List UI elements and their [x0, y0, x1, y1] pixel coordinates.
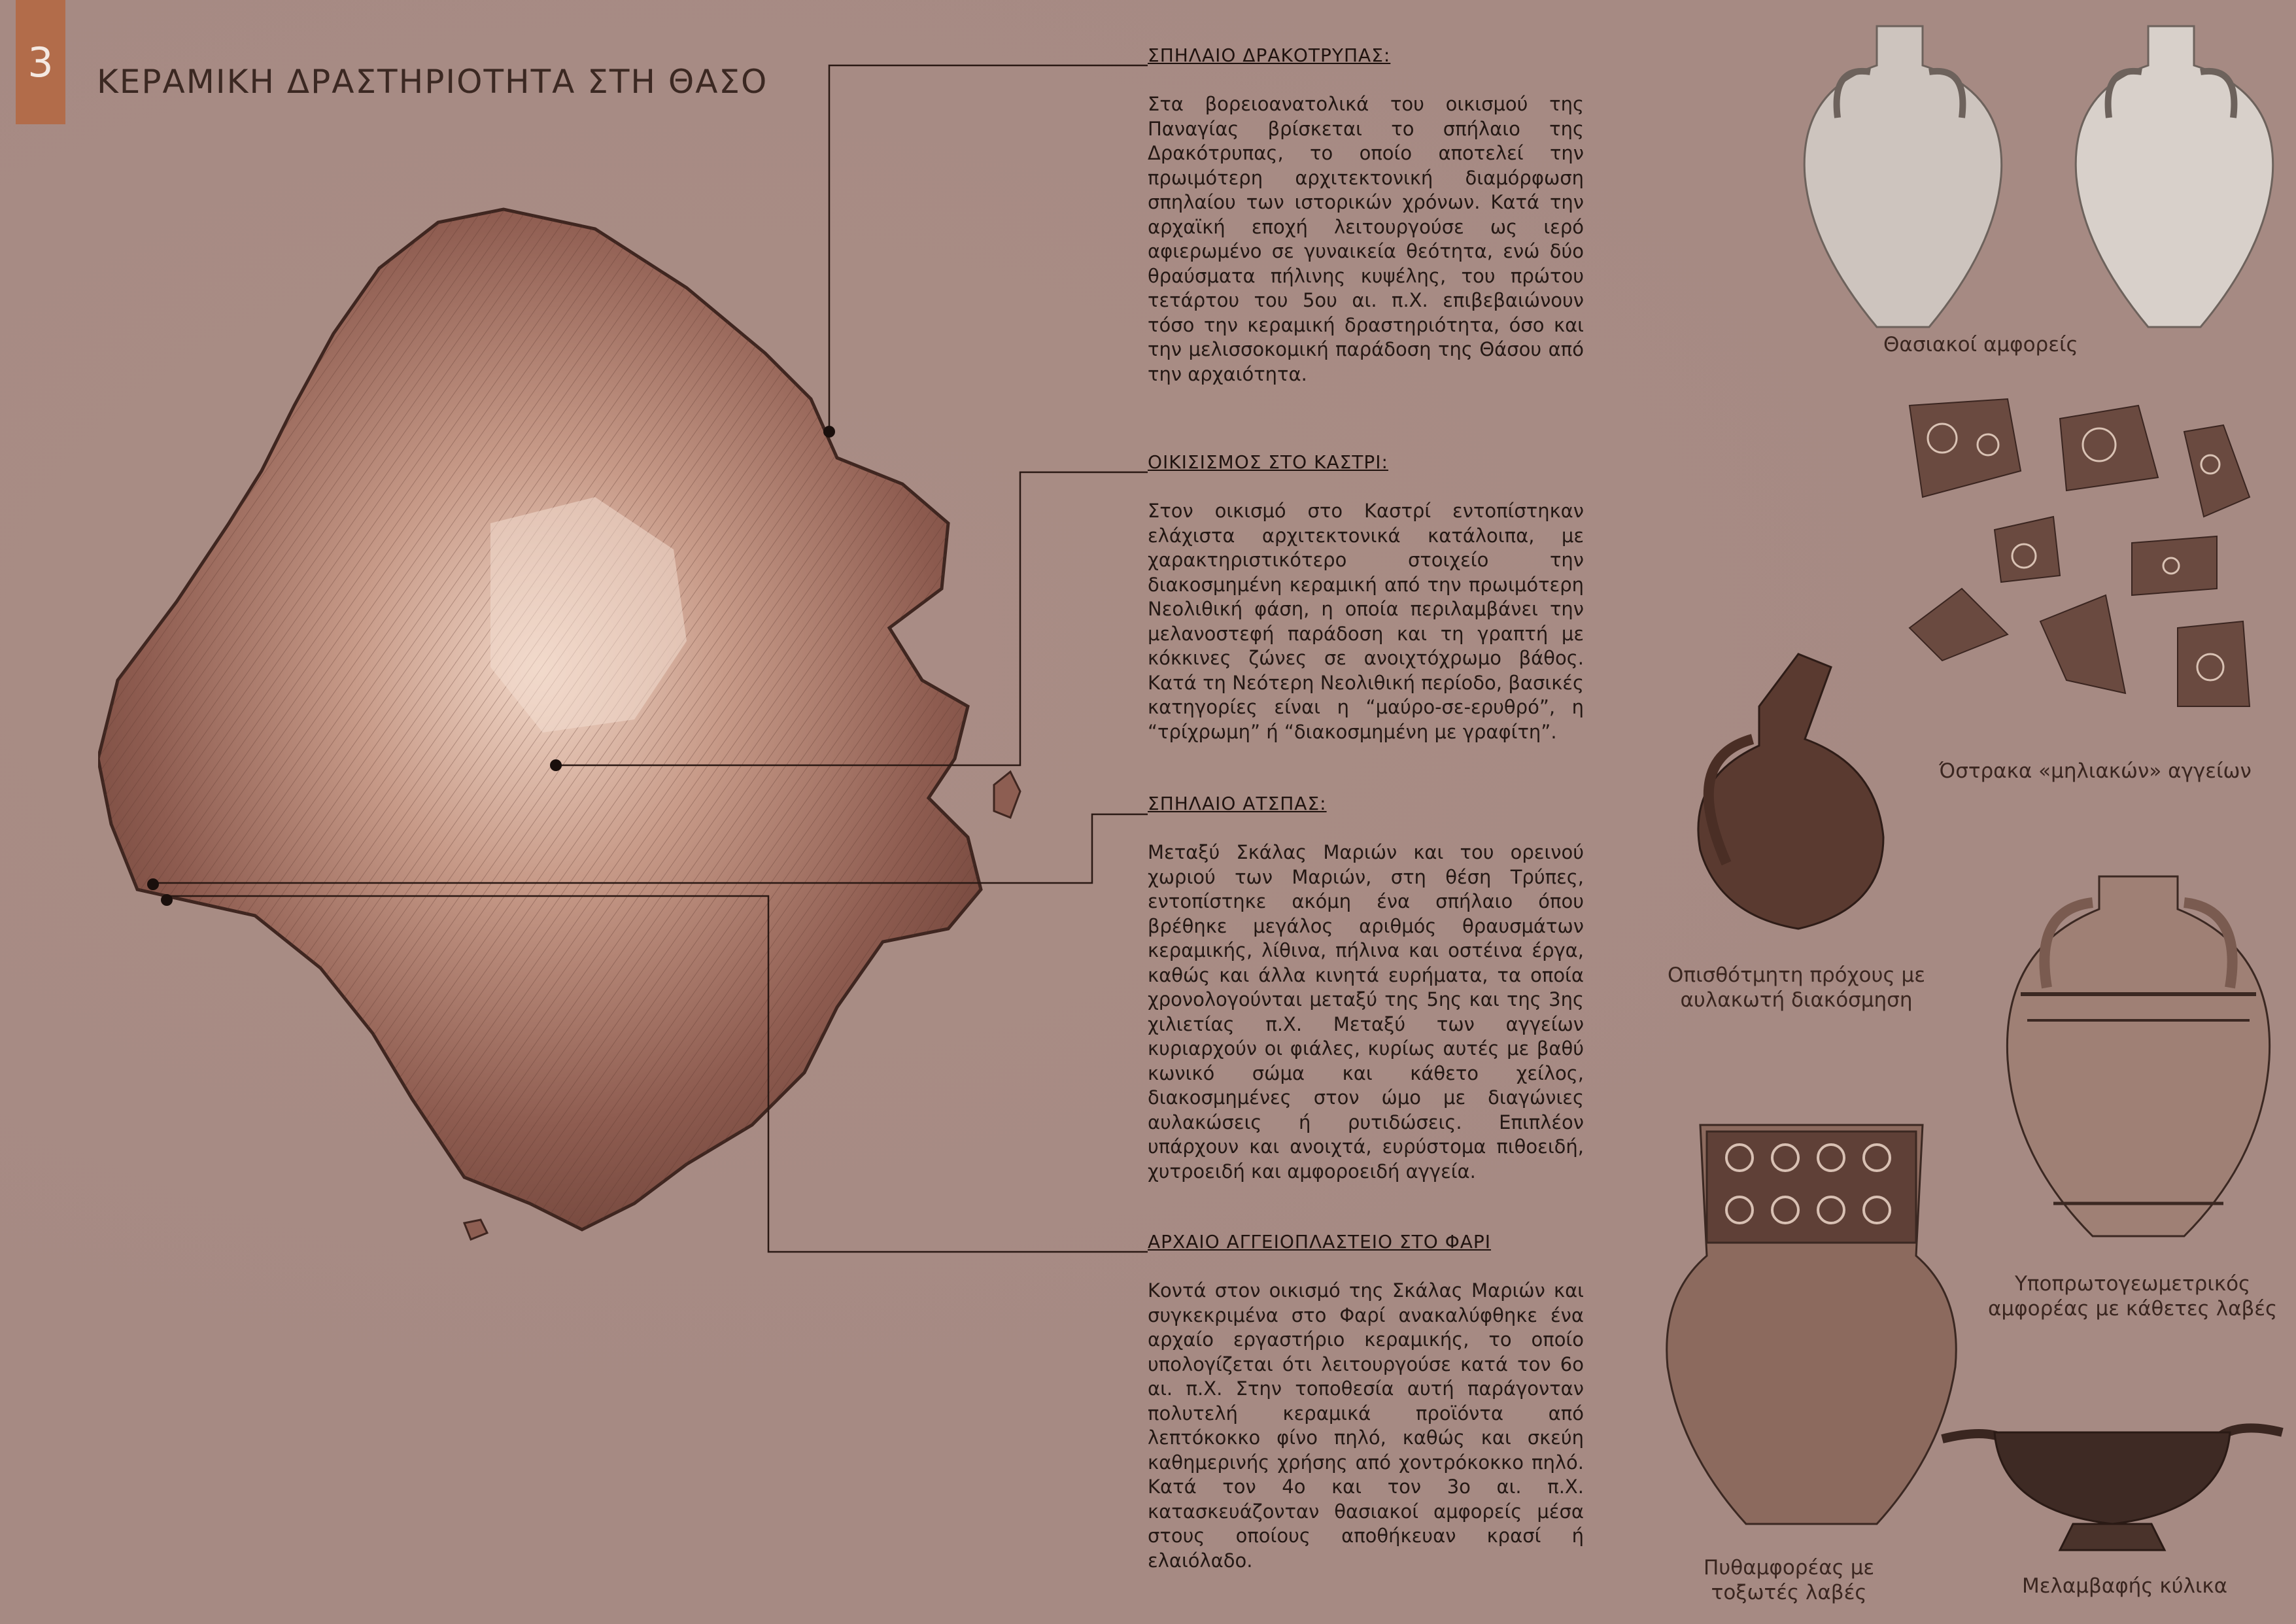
caption-amphorae: Θασιακοί αμφορείς: [1883, 333, 2078, 356]
section-heading: ΣΠΗΛΑΙΟ ΑΤΣΠΑΣ:: [1148, 793, 1327, 814]
caption-sherds: Όστρακα «μηλιακών» αγγείων: [1939, 759, 2252, 783]
section-body: Στον οικισμό στο Καστρί εντοπίστηκαν ελάχιστα αρχιτεκτονικά κατάλοιπα, με χαρακτηριστικότερο στοιχείο την διακοσμημένη κεραμική από την πρωιμότερη Νεολιθική φάση, η οποία περιλαμβάνει την μελανοστεφή παράδοση και τη γραπτή με κόκκινες ζώνες σε ανοιχτόχρωμο βάθος. Κατά τη Νεότερη Νεολιθική περίοδο, βασικές κατηγορίες είναι η “μαύρο-σε-ερυθρό”, η “τρίχρωμη” ή “διακοσμημένη με γραφίτη”.: [1148, 500, 1584, 743]
subprotogeometric-amphora-photo: [2001, 863, 2276, 1249]
section-body: Μεταξύ Σκάλας Μαριών και του ορεινού χωριού των Μαριών, στη θέση Τρύπες, εντοπίστηκε ακόμη ένα σπήλαιο όπου βρέθηκε μεγάλος αριθμός θραυσμάτων κεραμικής, λίθινα, πήλινα και οστέινα έργα, καθώς και άλλα κινητά ευρήματα, τα οποία χρονολογούνται μεταξύ της 5ης και της 3ης χιλιετίας π.Χ. Μεταξύ των αγγείων κυριαρχούν οι φιάλες, κυρίως αυτές με βαθύ κωνικό σώμα και κάθετο χείλος, διακοσμημένες στον ώμο με διαγώνιες αυλακώσεις ή ρυτιδώσεις. Επιπλέον υπάρχουν και ανοιχτά, ευρύστομα πιθοειδή, χυτροειδή και αμφοροειδή αγγεία.: [1148, 841, 1584, 1183]
caption-pithamphora: [1704, 1555, 1874, 1605]
section-body: Στα βορειοανατολικά του οικισμού της Παναγίας βρίσκεται το σπήλαιο της Δρακότρυπας, το οποίο αποτελεί την πρωιμότερη αρχιτεκτονική διαμόρφωση σπηλαίου των ιστορικών χρόνων. Κατά την αρχαϊκή εποχή λειτουργούσε ως ιερό αφιερωμένο σε γυναικεία θεότητα, ενώ δύο θραύσματα πήλινης κυψέλης, του πρώτου τετάρτου του 5ου αι. π.Χ. επιβεβαιώνουν τόσο την κεραμική δραστηριότητα, όσο και την μελισσοκομική παράδοση της Θάσου από την αρχαιότητα.: [1148, 93, 1584, 385]
melian-sherds-photo: [1896, 392, 2276, 733]
section-heading: ΟΙΚΙΣΙΣΜΟΣ ΣΤΟ ΚΑΣΤΡΙ:: [1148, 451, 1388, 473]
caption-geometric-line2: αμφορέας με κάθετες λαβές: [1988, 1297, 2278, 1321]
caption-pithamphora-line2: τοξωτές λαβές: [1711, 1581, 1867, 1604]
caption-pithamphora-line1: Πυθαμφορέας με: [1704, 1556, 1875, 1580]
islet: [464, 1220, 487, 1239]
islet: [994, 772, 1020, 818]
section-drakotrypa: [1148, 44, 1584, 387]
caption-jug: [1668, 963, 1925, 1012]
caption-kylix: Μελαμβαφής κύλικα: [2022, 1574, 2228, 1598]
caption-geometric-line1: Υποπρωτογεωμετρικός: [2014, 1272, 2251, 1296]
black-glazed-kylix-photo: [1936, 1406, 2289, 1563]
section-kastri: [1148, 451, 1584, 744]
pithamphora-photo: [1661, 1112, 1962, 1544]
thasian-amphorae-photo: [1785, 13, 2282, 334]
page-title: ΚΕΡΑΜΙΚΗ ΔΡΑΣΤΗΡΙΟΤΗΤΑ ΣΤΗ ΘΑΣΟ: [97, 63, 768, 101]
section-heading: ΣΠΗΛΑΙΟ ΔΡΑΚΟΤΡΥΠΑΣ:: [1148, 44, 1391, 66]
caption-jug-line2: αυλακωτή διακόσμηση: [1680, 988, 1913, 1012]
section-fari: [1148, 1231, 1584, 1573]
incised-jug-photo: [1674, 648, 1916, 942]
thasos-topographic-map: [98, 183, 1027, 1295]
caption-geometric-amphora: [1988, 1271, 2277, 1321]
section-atspa: [1148, 793, 1584, 1184]
section-number-badge: 3: [16, 0, 65, 124]
section-body: Κοντά στον οικισμό της Σκάλας Μαριών και συγκεκριμένα στο Φαρί ανακαλύφθηκε ένα αρχαίο εργαστήριο κεραμικής, το οποίο υπολογίζεται ότι λειτουργούσε κατά τον 6ο αι. π.Χ. Στην τοποθεσία αυτή παράγονταν πολυτελή κεραμικά προϊόντα από λεπτόκοκκο φίνο πηλό, καθώς και σκεύη καθημερινής χρήσης από χοντρόκοκκο πηλό. Κατά τον 4ο και τον 3ο αι. π.Χ. κατασκευάζονταν θασιακοί αμφορείς μέσα στους οποίους αποθήκευαν κρασί ή ελαιόλαδο.: [1148, 1279, 1584, 1572]
caption-jug-line1: Οπισθότμητη πρόχους με: [1668, 963, 1925, 987]
section-heading: ΑΡΧΑΙΟ ΑΓΓΕΙΟΠΛΑΣΤΕΙΟ ΣΤΟ ΦΑΡΙ: [1148, 1231, 1492, 1253]
